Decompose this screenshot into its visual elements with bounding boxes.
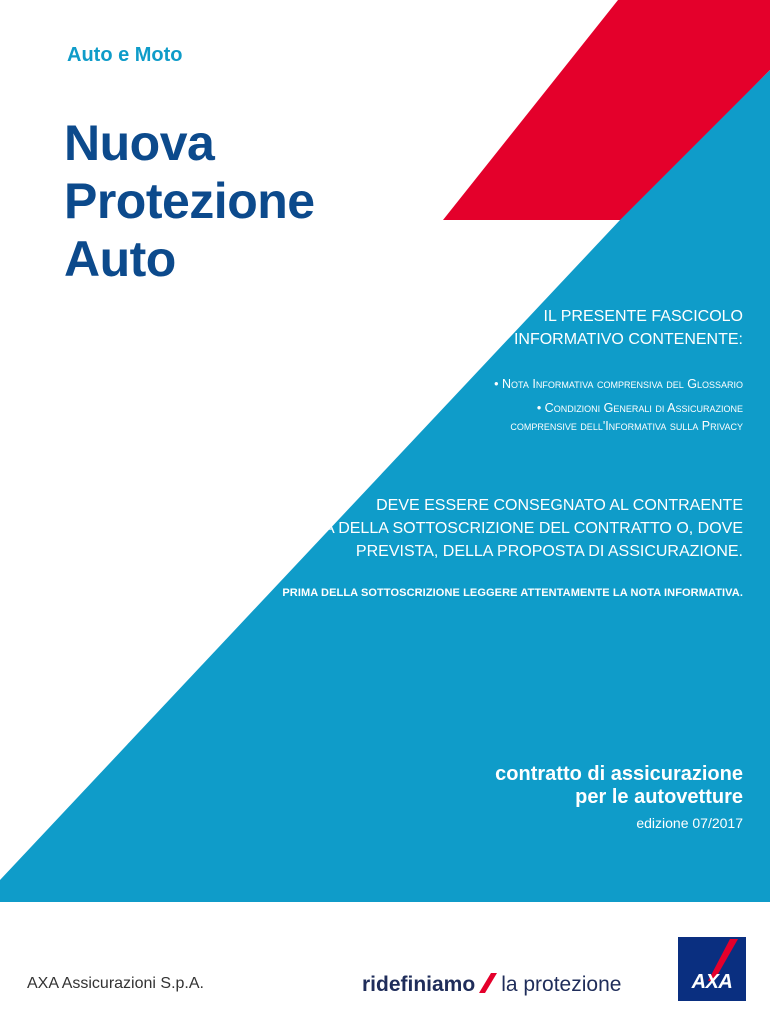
contract-type-line: per le autovetture bbox=[575, 786, 743, 808]
slogan-bold: ridefiniamo bbox=[362, 973, 476, 996]
fascicolo-contents-list bbox=[494, 375, 743, 435]
delivery-notice bbox=[284, 494, 743, 563]
edition-label: edizione 07/2017 bbox=[636, 815, 743, 831]
slogan-regular: la protezione bbox=[501, 973, 622, 996]
list-item: • Condizioni Generali di Assicurazione bbox=[536, 401, 743, 415]
contract-type bbox=[495, 763, 743, 809]
slash-icon bbox=[477, 972, 499, 994]
title-line: Protezione bbox=[64, 173, 315, 229]
delivery-notice-line: PRIMA DELLA SOTTOSCRIZIONE DEL CONTRATTO O, DOVE bbox=[283, 520, 743, 537]
fascicolo-heading bbox=[514, 305, 743, 351]
company-name: AXA Assicurazioni S.p.A. bbox=[27, 975, 204, 992]
brand-slogan bbox=[362, 972, 621, 997]
title-line: Nuova bbox=[64, 115, 215, 171]
delivery-notice-line: DEVE ESSERE CONSEGNATO AL CONTRAENTE bbox=[376, 497, 743, 514]
fascicolo-heading-line: INFORMATIVO CONTENENTE: bbox=[513, 331, 743, 348]
list-item: • Nota Informativa comprensiva del Glossario bbox=[494, 377, 743, 391]
document-title bbox=[64, 114, 315, 288]
category-label: Auto e Moto bbox=[67, 44, 183, 66]
axa-logo-text: AXA bbox=[691, 971, 733, 993]
axa-logo bbox=[678, 937, 746, 1001]
delivery-notice-line: PREVISTA, DELLA PROPOSTA DI ASSICURAZIONE. bbox=[355, 543, 743, 560]
title-line: Auto bbox=[64, 231, 176, 287]
list-item-continuation: comprensive dell'Informativa sulla Privacy bbox=[510, 419, 743, 433]
contract-type-line: contratto di assicurazione bbox=[495, 763, 743, 785]
read-warning: PRIMA DELLA SOTTOSCRIZIONE LEGGERE ATTENTAMENTE LA NOTA INFORMATIVA. bbox=[282, 587, 743, 599]
fascicolo-heading-line: IL PRESENTE FASCICOLO bbox=[543, 308, 743, 325]
